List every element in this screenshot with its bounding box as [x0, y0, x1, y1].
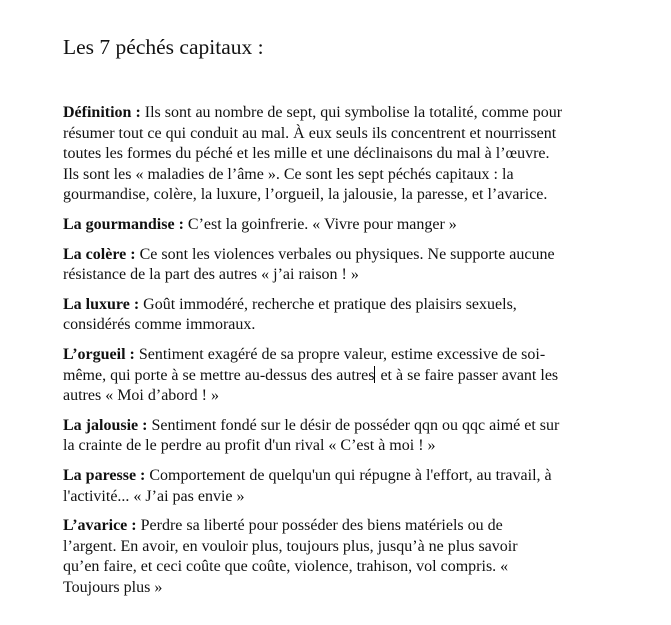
definition-text: Goût immodéré, recherche et pratique des plaisirs sexuels,: [139, 295, 517, 313]
term-label: La luxure :: [63, 295, 140, 313]
term-label: La jalousie :: [63, 416, 148, 434]
text-before-caret: même, qui porte à se mettre au-dessus des autres: [63, 366, 375, 384]
paragraph-orgueil: [63, 345, 643, 407]
text-line: [63, 516, 643, 537]
text-line: [63, 103, 643, 124]
text-line: la crainte de le perdre au profit d'un rival « C’est à moi ! »: [63, 437, 436, 455]
term-label: La paresse :: [63, 466, 146, 484]
text-after-caret: et à se faire passer avant les: [376, 366, 559, 384]
text-line: l'activité... « J’ai pas envie »: [63, 487, 245, 505]
text-line: Ils sont les « maladies de l’âme ». Ce sont les sept péchés capitaux : la: [63, 165, 514, 183]
term-label: La colère :: [63, 245, 136, 263]
term-label: La gourmandise :: [63, 215, 184, 233]
definition-text: Ils sont au nombre de sept, qui symbolise la totalité, comme pour: [140, 104, 563, 121]
text-line: [63, 416, 643, 437]
text-line: considérés comme immoraux.: [63, 316, 256, 334]
paragraph-definition: [63, 103, 643, 206]
text-line: l’argent. En avoir, en vouloir plus, toujours plus, jusqu’à ne plus savoir: [63, 537, 518, 555]
text-line: [63, 215, 643, 236]
term-label: L’avarice :: [63, 517, 137, 535]
paragraph-jalousie: [63, 416, 643, 457]
term-label: L’orgueil :: [63, 345, 135, 363]
paragraph-gourmandise: [63, 215, 643, 236]
text-line: [63, 345, 643, 366]
term-label: Définition :: [63, 104, 141, 121]
paragraph-luxure: [63, 295, 643, 336]
text-line: gourmandise, colère, la luxure, l’orgueil, la jalousie, la paresse, et l’avarice.: [63, 186, 548, 204]
definition-text: Perdre sa liberté pour posséder des biens matériels ou de: [136, 517, 503, 535]
paragraph-colere: [63, 245, 643, 286]
paragraph-avarice: [63, 516, 643, 598]
text-line: [63, 245, 643, 266]
text-line: [63, 295, 643, 316]
text-line: [63, 366, 643, 387]
paragraph-paresse: [63, 466, 643, 507]
definition-text: Ce sont les violences verbales ou physiques. Ne supporte aucune: [135, 245, 555, 263]
text-line: qu’en faire, et ceci coûte que coûte, violence, trahison, vol compris. «: [63, 558, 509, 576]
text-line: autres « Moi d’abord ! »: [63, 387, 219, 405]
definition-text: Sentiment fondé sur le désir de posséder qqn ou qqc aimé et sur: [147, 416, 560, 434]
definition-text: C’est la goinfrerie. « Vivre pour manger »: [183, 215, 457, 233]
definition-text: Comportement de quelqu'un qui répugne à l'effort, au travail, à: [145, 466, 552, 484]
definition-text: Sentiment exagéré de sa propre valeur, estime excessive de soi-: [134, 345, 546, 363]
document-title: Les 7 péchés capitaux :: [63, 35, 264, 59]
text-line: résumer tout ce qui conduit au mal. À eux seuls ils concentrent et nourrissent: [63, 124, 557, 142]
text-line: résistance de la part des autres « j’ai raison ! »: [63, 266, 359, 284]
text-line: toutes les formes du péché et les mille et une déclinaisons du mal à l’œuvre.: [63, 145, 550, 163]
document-body[interactable]: [63, 103, 643, 607]
text-line: Toujours plus »: [63, 578, 163, 596]
text-line: [63, 466, 643, 487]
